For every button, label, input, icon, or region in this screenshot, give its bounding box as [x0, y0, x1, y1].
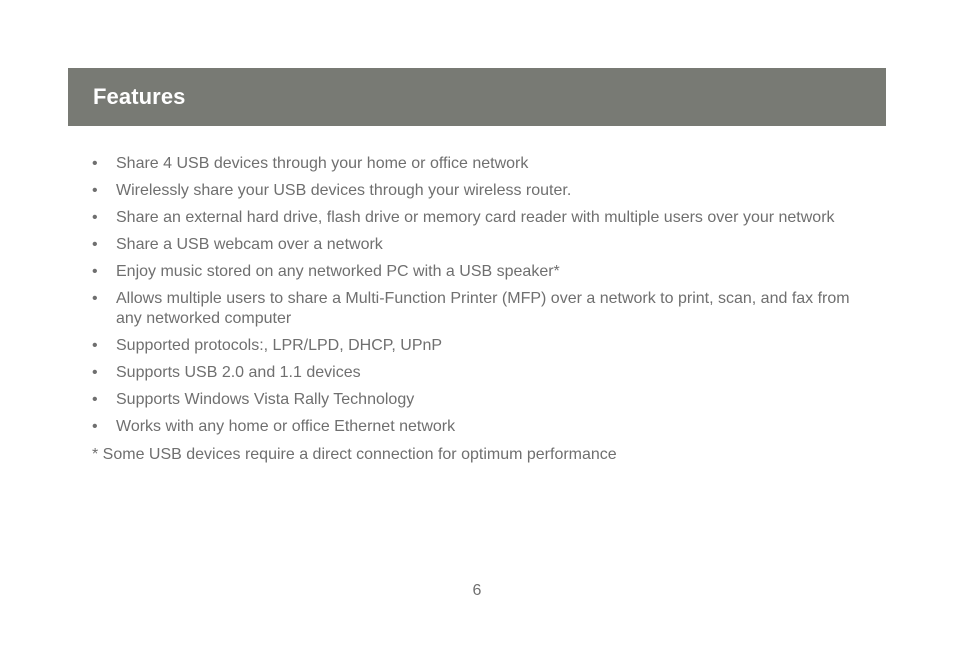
section-header-bar: [68, 68, 886, 126]
feature-item: [92, 154, 862, 174]
page-number: 6: [472, 582, 482, 599]
feature-item: [92, 262, 862, 282]
bullet-icon: •: [92, 155, 98, 172]
bullet-icon: •: [92, 209, 98, 226]
feature-text: Supports USB 2.0 and 1.1 devices: [116, 364, 361, 381]
bullet-icon: •: [92, 337, 98, 354]
feature-item: [92, 417, 862, 437]
feature-item: [92, 208, 862, 228]
feature-text: Share a USB webcam over a network: [116, 236, 383, 253]
feature-text: Enjoy music stored on any networked PC with a USB speaker*: [116, 263, 560, 280]
bullet-icon: •: [92, 182, 98, 199]
bullet-icon: •: [92, 391, 98, 408]
bullet-icon: •: [92, 290, 98, 307]
feature-text: Share 4 USB devices through your home or office network: [116, 155, 529, 172]
section-title: Features: [93, 84, 186, 109]
feature-text: Works with any home or office Ethernet network: [116, 418, 456, 435]
feature-item: [92, 390, 862, 410]
feature-text: Supports Windows Vista Rally Technology: [116, 391, 415, 408]
feature-item: [92, 235, 862, 255]
bullet-icon: •: [92, 418, 98, 435]
bullet-icon: •: [92, 236, 98, 253]
feature-text: Allows multiple users to share a Multi-Function Printer (MFP) over a network to print, scan, and fax from any networked computer: [116, 290, 850, 327]
features-list: [92, 154, 862, 444]
feature-text: Share an external hard drive, flash drive or memory card reader with multiple users over your network: [116, 209, 835, 226]
bullet-icon: •: [92, 263, 98, 280]
feature-text: Supported protocols:, LPR/LPD, DHCP, UPnP: [116, 337, 443, 354]
feature-item: [92, 181, 862, 201]
footnote: * Some USB devices require a direct connection for optimum performance: [92, 446, 617, 463]
feature-item: [92, 363, 862, 383]
feature-text: Wirelessly share your USB devices through your wireless router.: [116, 182, 572, 199]
feature-item: [92, 336, 862, 356]
feature-item: [92, 289, 862, 329]
bullet-icon: •: [92, 364, 98, 381]
